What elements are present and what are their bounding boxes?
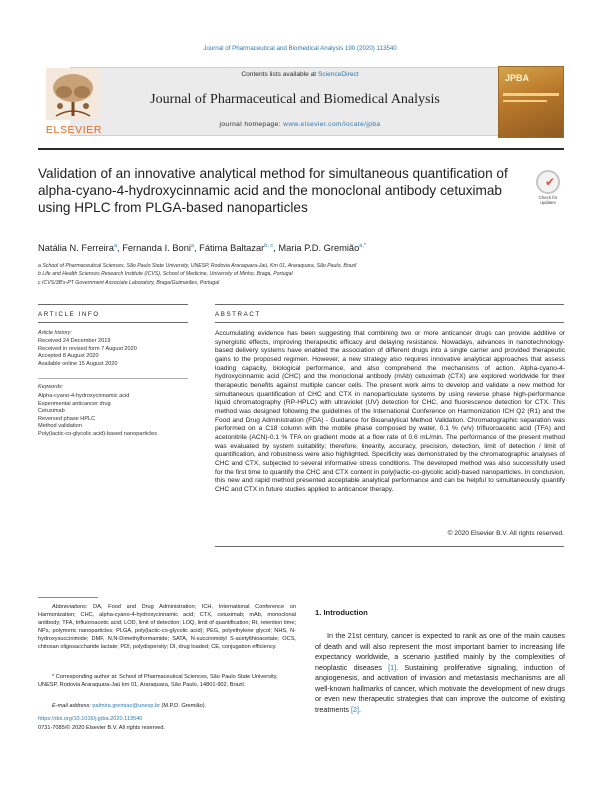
divider bbox=[215, 304, 564, 305]
email-link[interactable]: palmira.gremiao@unesp.br bbox=[92, 703, 160, 709]
divider bbox=[38, 304, 188, 305]
cover-decoration bbox=[503, 100, 547, 102]
journal-citation: Journal of Pharmaceutical and Biomedical Analysis 190 (2020) 113540 bbox=[203, 45, 397, 52]
issn-copyright: 0731-7085/© 2020 Elsevier B.V. All rights reserved. bbox=[38, 725, 166, 731]
author-list: Natália N. Ferreira$^a$, Fernanda I. Boni$^a$, Fátima Baltazar$^{b, c}$, Maria P.D. Gremião$^{a,*}$ bbox=[38, 243, 367, 253]
reference-link[interactable]: [2] bbox=[350, 704, 359, 714]
cover-decoration bbox=[503, 93, 559, 96]
affiliations bbox=[38, 262, 558, 287]
author-affiliation-mark[interactable]: b, c bbox=[264, 243, 274, 249]
header-divider bbox=[38, 148, 564, 150]
divider bbox=[38, 378, 188, 379]
article-history bbox=[38, 338, 188, 369]
keyword: Alpha-cyano-4-hydroxycinnamic acid bbox=[38, 393, 130, 399]
article-info-heading: ARTICLE INFO bbox=[38, 311, 100, 318]
intro-text-part: In the 21st century, cancer is expected to rank as one of the main causes of death and will also represent the most important barrier to increasing life expectancy worldwide, a scenario justified mainly by the complexities of neoplastic diseases bbox=[315, 631, 565, 672]
doi-link[interactable]: https://doi.org/10.1016/j.jpba.2020.113540 bbox=[38, 716, 143, 722]
check-for-updates-badge[interactable] bbox=[533, 170, 563, 208]
abstract-copyright: © 2020 Elsevier B.V. All rights reserved. bbox=[447, 530, 564, 537]
abstract-text: Accumulating evidence has been suggesting that combining two or more anticancer drugs can provide additive or synergistic effects, improving therapeutic efficacy and delaying resistance. Nowadays, advances in nanotechnology-based delivery systems have enabled the association of different drugs into a single carrier and provided therapeutic gains to the proposed regimen. However, a new strategy also requires innovative analytical approaches that assess loading capacity, biological performance, and also comprehend the mechanisms of action. Alpha-cyano-4-hydroxycinnamic acid (CHC) and the monoclonal antibody (mAb) cetuximab (CTX) are explored worldwide for their therapeutic benefits against multiple cancer cells. The present work aims to develop and validate a new method for simultaneous quantification of CHC and CTX in nanoparticulate systems by using reverse phase high-performance liquid chromatography (RP-HPLC) with ultraviolet (UV) detection for CHC, and fluorescence detection for CTX. This method was designed following the guidelines of the International Conference on Harmonization ICH Q2 (R1) and the Food and Drug Administration (FDA) - Guidance for Bioanalytical Method Validation. Chromatographic separation was performed on a C18 column with the mobile phase composed by water, 0.1 % (v/v) trifluoroacetic acid (TFA) and acetonitrile (ACN)-0.1 % TFA on gradient mode at a flow rate of 0.6 mL/min. The performance of the present method was evaluated by system suitability; therefore, linearity, accuracy, precision, detection, limit of detection / limit of quantification, and robustness were also highlighted. Specificity was demonstrated by the chromatographic analyses of CHC and CTX, subjected to several informative stress conditions. The developed method was also successfully used for the first time to quantify the CHC and CTX content in poly(lactic-co-glycolic acid)-based nanoparticles. In conclusion, this new and rapid method presented acceptable analytical performance and can be helpful to simultaneously quantify CHC and CTX in future studies applied to anticancer therapy. bbox=[215, 330, 565, 493]
cover-tag: JPBA bbox=[505, 73, 530, 83]
introduction-heading: 1. Introduction bbox=[315, 608, 368, 617]
email-suffix: (M.P.D. Gremião). bbox=[161, 703, 207, 709]
article-title: Validation of an innovative analytical method for simultaneous quantification of alpha-cyano-4-hydroxycinnamic acid and the monoclonal antibody cetuximab using HPLC from PLGA-based nanoparticles bbox=[38, 166, 508, 215]
author-affiliation-mark[interactable]: a bbox=[190, 243, 194, 249]
intro-text-part: . Sustaining proliferative signaling, induction of angiogenesis, and activation of invasion and metastasis mechanisms are all well-known hallmarks of cancer, which motivate the development of new drugs or even new therapeutic strategies that can improve the outcome of existing treatments bbox=[315, 662, 565, 714]
footnote-rule bbox=[38, 597, 98, 598]
email-label: E-mail address: bbox=[52, 703, 91, 709]
author-affiliation-mark[interactable]: a,* bbox=[359, 243, 367, 249]
author-name[interactable]: Fátima Baltazar bbox=[199, 243, 265, 253]
homepage-link[interactable]: www.elsevier.com/locate/jpba bbox=[283, 121, 381, 128]
keyword: Cetuximab bbox=[38, 408, 65, 415]
keyword: Method validation bbox=[38, 423, 82, 430]
history-entry: Received in revised form 7 August 2020 bbox=[38, 345, 137, 352]
keywords-list bbox=[38, 393, 188, 439]
reference-link[interactable]: [1] bbox=[388, 662, 397, 672]
publisher-name: ELSEVIER bbox=[45, 124, 103, 136]
email-footnote bbox=[38, 703, 296, 709]
divider bbox=[38, 322, 188, 323]
abbreviations-label: Abbreviations: bbox=[52, 604, 88, 610]
affiliation-line: b Life and Health Sciences Research Institute (ICVS), School of Medicine, University of Minho, Braga, Portugal bbox=[38, 271, 293, 278]
journal-title: Journal of Pharmaceutical and Biomedical Analysis bbox=[150, 92, 440, 107]
article-history-label: Article history: bbox=[38, 330, 72, 336]
abbreviations-footnote bbox=[38, 604, 296, 651]
affiliation-line: a School of Pharmaceutical Sciences, São Paulo State University, UNESP, Rodovia Araraquara-Jaú, Km 01, Araraquara, São Paulo, Brazil bbox=[38, 263, 357, 269]
keywords-label: Keywords: bbox=[38, 384, 64, 390]
contents-prefix: Contents lists available at bbox=[241, 71, 318, 78]
check-updates-icon bbox=[536, 170, 560, 194]
divider bbox=[215, 322, 564, 323]
keyword: Reversed phase HPLC bbox=[38, 415, 96, 422]
history-entry: Received 24 December 2019 bbox=[38, 338, 111, 344]
keyword: Poly(lactic-co-glycolic acid)-based nanoparticles bbox=[38, 430, 158, 437]
abstract-heading: ABSTRACT bbox=[215, 311, 261, 318]
author-name[interactable]: Maria P.D. Gremião bbox=[278, 243, 360, 253]
corresponding-author-footnote: * Corresponding author at: School of Pharmaceutical Sciences, São Paulo State University, UNESP, Rodovia Araraquara-Jaú km 01, Araraquara, São Paulo, 14801-902, Brazil. bbox=[38, 674, 278, 688]
contents-availability bbox=[120, 71, 480, 78]
keyword: Experimental anticancer drug bbox=[38, 400, 111, 407]
checkmark-icon: ✔ bbox=[545, 175, 556, 189]
author-name[interactable]: Natália N. Ferreira bbox=[38, 243, 114, 253]
journal-homepage bbox=[120, 121, 480, 128]
intro-text-part: . bbox=[358, 704, 361, 714]
homepage-prefix: journal homepage: bbox=[219, 121, 284, 128]
check-updates-label: Check for updates bbox=[538, 195, 558, 205]
divider bbox=[215, 546, 564, 547]
affiliation-line: c ICVS/3B's-PT Government Associate Laboratory, Braga/Guimarães, Portugal bbox=[38, 279, 220, 286]
author-affiliation-mark[interactable]: a bbox=[113, 243, 118, 249]
history-entry: Accepted 8 August 2020 bbox=[38, 353, 99, 360]
introduction-text bbox=[315, 631, 565, 715]
history-entry: Available online 15 August 2020 bbox=[38, 361, 118, 368]
journal-cover-thumbnail bbox=[498, 66, 564, 138]
abbreviations-text: DA, Food and Drug Administration; ICH, International Conference on Harmonization; CHC, alpha-cyano-4-hydroxycinnamic acid; CTX, cetuximab; mAb, monoclonal antibody; TFA, trifluoroacetic acid; LOD, limit of detection; LOQ, limit of quantification; Rt, retention time; NPs, polymeric nanoparticles; PLGA, poly(lactic-co-glycolic acid); PEG, polyethylene glycol; NHS, N-hydroxysuccinimide; DMF, N,N-Dimethylformamide; SATA, N-succinimidyl S-acetylthioacetate; OCS, chitosan oligosaccharide lactate; PDI, polydispersity; DI, drug loaded; CE, conjugation efficiency. bbox=[38, 604, 296, 650]
sciencedirect-link[interactable]: ScienceDirect bbox=[317, 71, 359, 78]
author-name[interactable]: Fernanda I. Boni bbox=[122, 243, 191, 253]
